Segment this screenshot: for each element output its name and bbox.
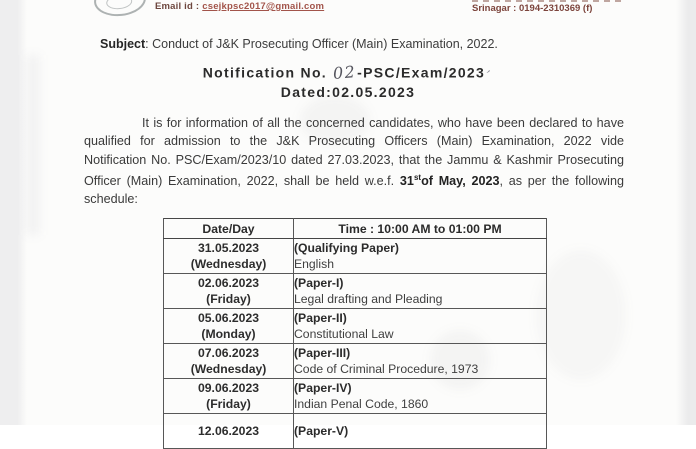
table-header-row: [164, 219, 547, 239]
handwritten-mark: ,: [486, 60, 496, 76]
table-row: [164, 379, 547, 414]
paper-label: (Paper-IV): [294, 381, 352, 395]
email-label: Email id :: [155, 1, 200, 12]
header-email-line: [155, 1, 324, 12]
header-time: Time : 10:00 AM to 01:00 PM: [294, 219, 547, 239]
notification-number-line: Notification No. 02-PSC/Exam/2023,: [202, 60, 496, 83]
date-cell: [164, 309, 294, 344]
day-value: (Wednesday): [190, 362, 267, 376]
paper-subject: Legal drafting and Pleading: [294, 292, 443, 306]
scan-smudge: [536, 250, 626, 380]
day-value: (Wednesday): [190, 257, 267, 271]
date-value: 07.06.2023: [198, 346, 259, 360]
emblem-logo-partial-icon: [92, 0, 147, 19]
date-value: 05.06.2023: [198, 311, 259, 325]
subject-label: Subject: [100, 37, 146, 51]
paper-cell: [294, 239, 547, 274]
paper-subject: English: [294, 257, 334, 271]
paper-cell: [294, 309, 547, 344]
paper-cell: [294, 274, 547, 309]
day-value: (Friday): [206, 397, 251, 411]
paper-label: (Qualifying Paper): [294, 241, 399, 255]
table-row: [164, 274, 547, 309]
paper-subject: Code of Criminal Procedure, 1973: [294, 362, 479, 376]
date-value: 12.06.2023: [198, 424, 259, 438]
paper-subject: Constitutional Law: [294, 327, 394, 341]
paper-cell: [294, 379, 547, 414]
paper-label: (Paper-I): [294, 276, 344, 290]
date-value: 09.06.2023: [198, 381, 259, 395]
srinagar-phone-line: Srinagar : 0194-2310369 (f): [472, 3, 593, 14]
paper-label: (Paper-II): [294, 311, 347, 325]
date-cell: [164, 239, 294, 274]
paper-label: (Paper-III): [294, 346, 351, 360]
notification-heading: [0, 61, 696, 100]
date-value: 02.06.2023: [198, 276, 259, 290]
day-value: (Monday): [201, 327, 256, 341]
table-row: [164, 309, 547, 344]
date-cell: [164, 379, 294, 414]
header-date-day: Date/Day: [164, 219, 294, 239]
subject-line: [100, 37, 498, 51]
body-paragraph: It is for information of all the concerned candidates, who have been declared to have qualified for admission to the J&K Prosecuting Officers (Main) Examination, 2022 vide Notification No. PSC/Exam/2023/10 dated 27.03.2023, that the Jammu & Kashmir Prosecuting Officer (Main) Examination, 2022, shall be held w.e.f. 31stof May, 2023, as per the following schedule:: [84, 116, 624, 207]
paper-cell: [294, 344, 547, 379]
day-value: (Friday): [206, 292, 251, 306]
paper-label: (Paper-V): [294, 424, 349, 438]
subject-text: : Conduct of J&K Prosecuting Officer (Main) Examination, 2022.: [145, 37, 498, 51]
paper-subject: Indian Penal Code, 1860: [294, 397, 429, 411]
clipped-phone-line: [472, 0, 624, 2]
email-address: csejkpsc2017@gmail.com: [202, 1, 325, 12]
paper-cell: [294, 414, 547, 449]
date-cell: [164, 414, 294, 449]
dated-line: Dated:02.05.2023: [280, 83, 416, 100]
table-row: [164, 239, 547, 274]
table-row: [164, 414, 547, 449]
table-row: [164, 344, 547, 379]
exam-schedule-table: [163, 218, 547, 449]
exam-start-date: 31stof May, 2023: [399, 172, 500, 189]
date-cell: [164, 344, 294, 379]
date-value: 31.05.2023: [198, 241, 259, 255]
handwritten-number: 02: [332, 61, 357, 83]
date-cell: [164, 274, 294, 309]
